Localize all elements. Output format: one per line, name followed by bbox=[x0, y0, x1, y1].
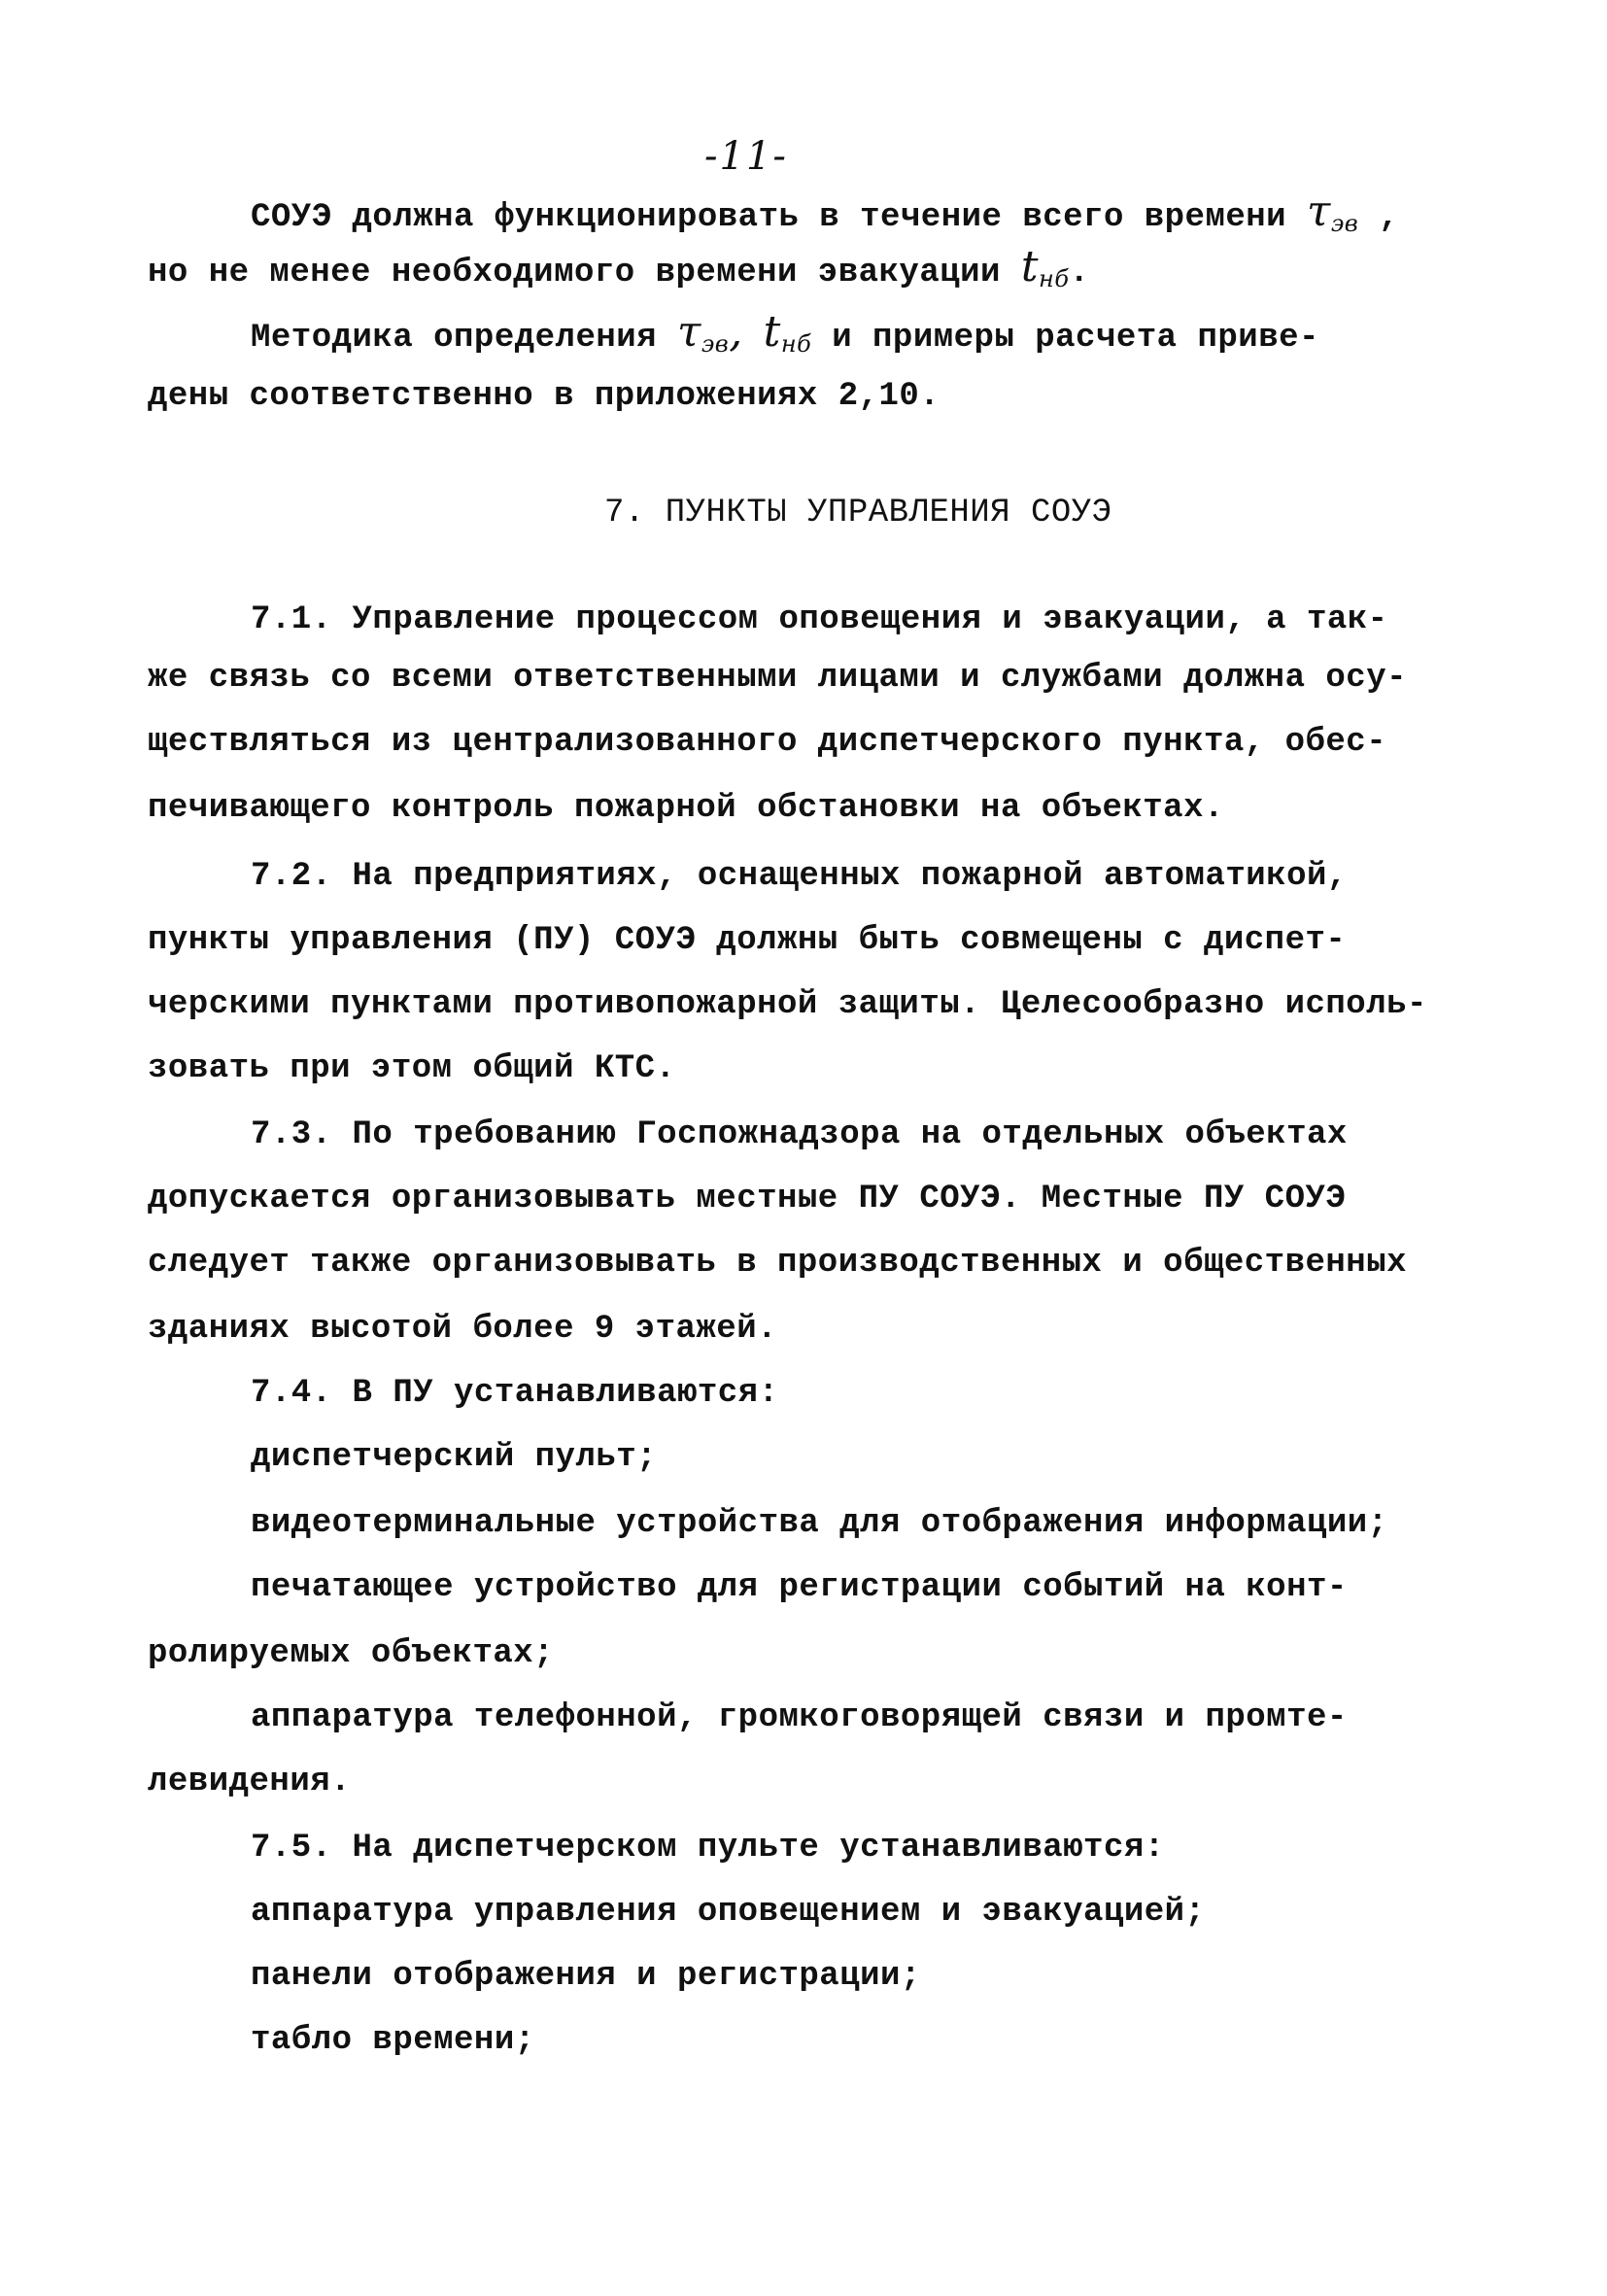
text-line: пункты управления (ПУ) СОУЭ должны быть совмещены с диспет- bbox=[148, 922, 1347, 959]
section-heading: 7. ПУНКТЫ УПРАВЛЕНИЯ СОУЭ bbox=[604, 495, 1112, 531]
text-line: зданиях высотой более 9 этажей. bbox=[148, 1311, 778, 1348]
text-line: табло времени; bbox=[251, 2022, 535, 2059]
handwritten-symbol: $t_{нб}$ bbox=[763, 307, 812, 358]
text-span: СОУЭ должна функционировать в течение всего времени bbox=[251, 199, 1307, 236]
text-line: левидения. bbox=[148, 1764, 352, 1800]
text-line: но не менее необходимого времени эвакуации $t_{нб}$. bbox=[148, 242, 1090, 292]
text-line: аппаратура телефонной, громкоговорящей связи и промте- bbox=[251, 1699, 1348, 1736]
text-line: же связь со всеми ответственными лицами и службами должна осу- bbox=[148, 660, 1408, 697]
text-line: ролируемых объектах; bbox=[148, 1635, 555, 1672]
text-line: СОУЭ должна функционировать в течение всего времени $\tau_{эв}$ , bbox=[251, 187, 1400, 237]
text-line: панели отображения и регистрации; bbox=[251, 1958, 921, 1995]
text-line: 7.1. Управление процессом оповещения и эвакуации, а так- bbox=[251, 601, 1388, 638]
text-line: допускается организовывать местные ПУ СОУЭ. Местные ПУ СОУЭ bbox=[148, 1181, 1347, 1217]
page-number: -11- bbox=[704, 134, 788, 179]
text-line: печатающее устройство для регистрации событий на конт- bbox=[251, 1569, 1348, 1606]
text-line: 7.3. По требованию Госпожнадзора на отдельных объектах bbox=[251, 1116, 1348, 1153]
text-line: 7.2. На предприятиях, оснащенных пожарной автоматикой, bbox=[251, 858, 1348, 895]
text-line: зовать при этом общий КТС. bbox=[148, 1050, 676, 1087]
text-line: дены соответственно в приложениях 2,10. bbox=[148, 378, 940, 415]
handwritten-symbol: $t_{нб}$ bbox=[1020, 242, 1070, 292]
handwritten-symbol: $\tau_{эв}$ bbox=[1306, 187, 1359, 237]
text-span: и примеры расчета приве- bbox=[832, 320, 1319, 357]
text-line: 7.5. На диспетчерском пульте устанавливаются: bbox=[251, 1830, 1165, 1867]
text-line: ществляться из централизованного диспетчерского пункта, обес- bbox=[148, 724, 1387, 761]
text-line: печивающего контроль пожарной обстановки на объектах. bbox=[148, 790, 1224, 827]
handwritten-symbol: $\tau_{эв}$ bbox=[676, 307, 730, 358]
text-line: видеотерминальные устройства для отображения информации; bbox=[251, 1505, 1388, 1542]
text-span: но не менее необходимого времени эвакуации bbox=[148, 255, 1021, 291]
text-line: аппаратура управления оповещением и эвакуацией; bbox=[251, 1894, 1206, 1931]
text-line: следует также организовывать в производственных и общественных bbox=[148, 1245, 1408, 1282]
text-line: 7.4. В ПУ устанавливаются: bbox=[251, 1375, 779, 1412]
text-span: Методика определения bbox=[251, 320, 677, 357]
text-line: Методика определения $\tau_{эв}$, $t_{нб}$ и примеры расчета приве- bbox=[251, 307, 1319, 358]
text-line: диспетчерский пульт; bbox=[251, 1439, 658, 1476]
text-line: черскими пунктами противопожарной защиты. Целесообразно исполь- bbox=[148, 986, 1427, 1023]
